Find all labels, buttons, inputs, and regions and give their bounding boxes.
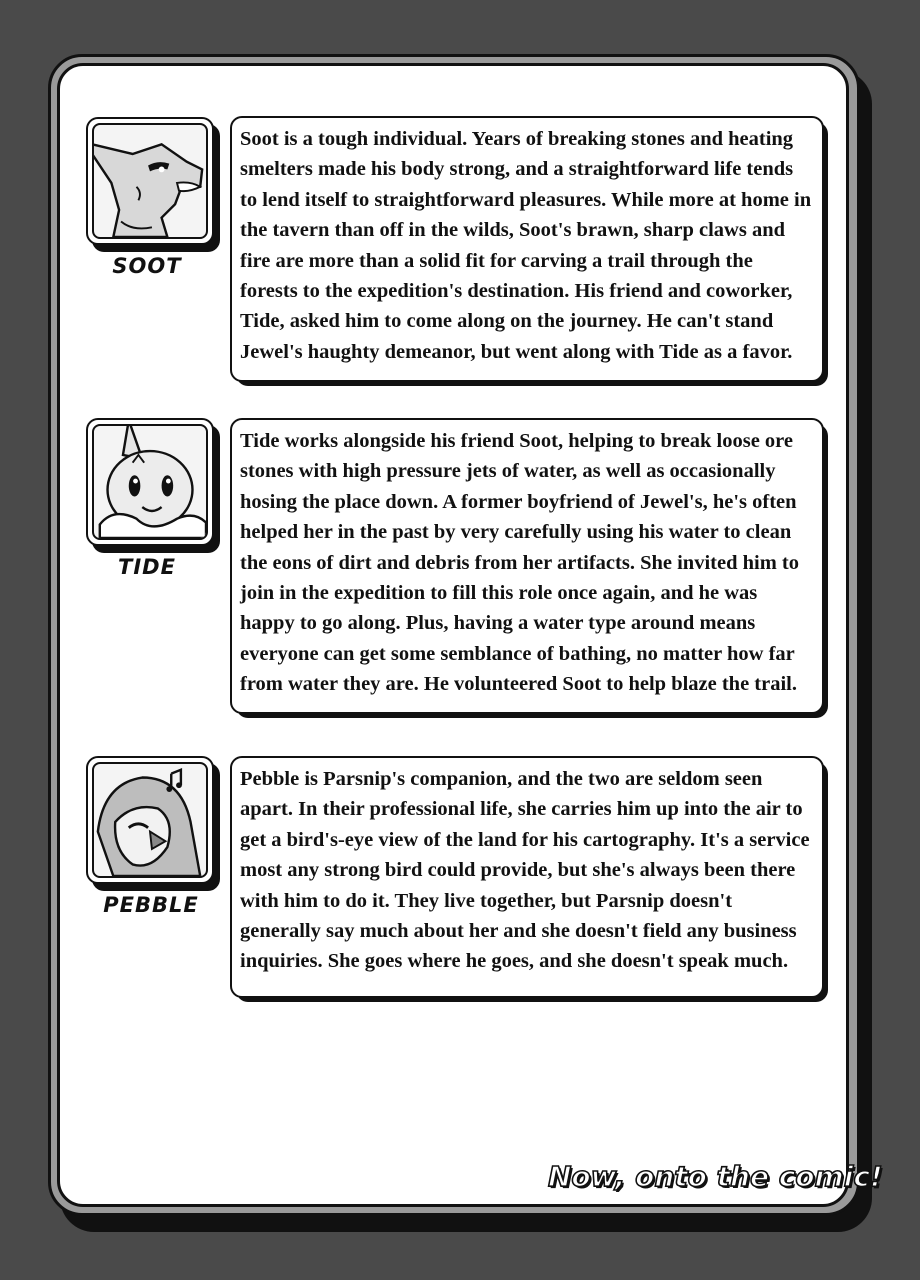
bio-text: Tide works alongside his friend Soot, helping to break loose ore stones with high pressure jets of water, as well as occasionally hosing the place down. A former boyfriend of Jewel's, he's often helped her in the past by very carefully using his water to clean the eons of dirt and debris from her artifacts. She invited him to join in the expedition to fill this role once again, and he was happy to go along. Plus, having a water type around means everyone can get some semblance of bathing, no matter how far from water they are. He volunteered Soot to help blaze the trail. (240, 430, 799, 696)
bio-box-pebble (230, 756, 824, 998)
character-name: TIDE (118, 555, 176, 579)
portrait-pebble (86, 756, 214, 884)
closing-caption: Now, onto the comic! (548, 1160, 883, 1193)
bio-box-soot (230, 116, 824, 382)
water-creature-portrait-icon (94, 426, 206, 538)
character-name: SOOT (112, 254, 182, 278)
character-name: PEBBLE (103, 893, 199, 917)
bio-text: Pebble is Parsnip's companion, and the two are seldom seen apart. In their professional life, she carries him up into the air to get a bird's-eye view of the land for his cartography. It's a service most any strong bird could provide, but she's always been there with him to do it. They live together, but Parsnip doesn't generally say much about her and she doesn't field any business inquiries. She goes where he goes, and she doesn't speak much. (240, 768, 810, 973)
portrait-tide (86, 418, 214, 546)
portrait-soot (86, 117, 214, 245)
lizard-portrait-icon (94, 125, 206, 237)
bio-text: Soot is a tough individual. Years of breaking stones and heating smelters made his body strong, and a straightforward life tends to lend itself to straightforward pleasures. While more at home in the tavern than off in the wilds, Soot's brawn, sharp claws and fire are more than a solid fit for carving a trail through the forests to the expedition's destination. His friend and coworker, Tide, asked him to come along on the journey. He can't stand Jewel's haughty demeanor, but went along with Tide as a favor. (240, 128, 812, 363)
bio-box-tide (230, 418, 824, 714)
bird-portrait-icon (94, 764, 206, 876)
